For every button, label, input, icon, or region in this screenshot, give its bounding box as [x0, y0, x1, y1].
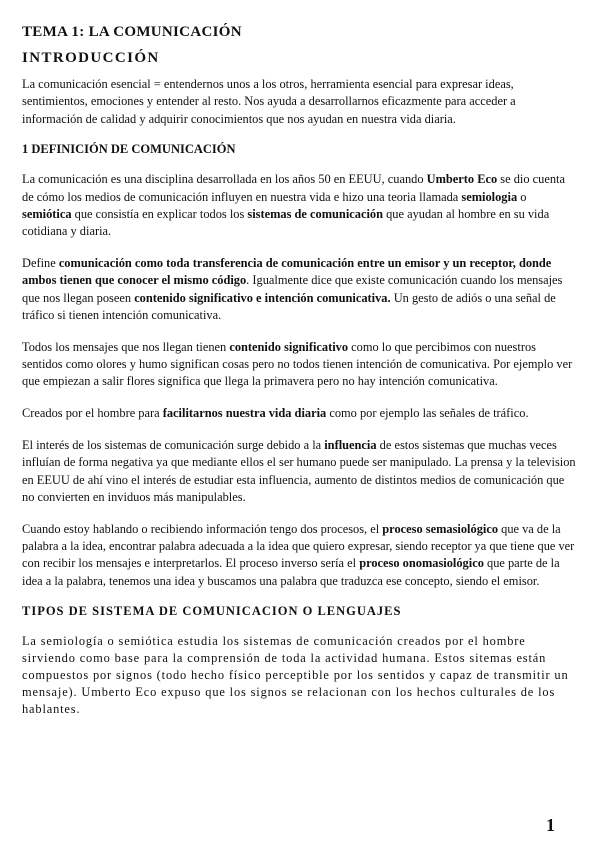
paragraph-define: [22, 255, 578, 324]
paragraph-mensajes: [22, 339, 578, 391]
section1-heading: 1 DEFINICIÓN DE COMUNICACIÓN: [22, 142, 236, 157]
text-run: que ayudan al hombre en su vida cotidiana y diaria.: [22, 206, 550, 239]
text-run: de estos sistemas que muchas veces influían de forma negativa ya que mediante ellos el ser humano puede ser manipulado. La prensa y la television en EEUU de ahí vino el interés de estudiar esta influencia, aumento de distintos medios de comunicación que no convierten en inviduos más manipulables.: [22, 437, 576, 504]
bold-run: semiótica: [22, 206, 72, 221]
bold-run: semiologia: [461, 189, 518, 204]
bold-run: comunicación como toda transferencia de comunicación entre un emisor y un receptor, donde ambos tienen que conocer el mismo código: [22, 256, 552, 288]
bold-run: Umberto Eco: [426, 172, 498, 187]
page-number: 1: [546, 815, 555, 835]
paragraph-semiologia: La semiología o semiótica estudia los sistemas de comunicación creados por el hombre sirviendo como base para la comprensión de toda la actividad humana. Estos sitemas están compuestos por signos (todo hecho físico perceptible por los sentidos y capaz de transmitir un mensaje). Umberto Eco expuso que los signos se relacionan con los hechos culturales de los hablantes.: [22, 634, 569, 717]
text-run: El interés de los sistemas de comunicación surge debido a la: [22, 437, 325, 452]
text-run: . Igualmente dice que existe comunicación cuando los mensajes que nos llegan poseen: [22, 273, 563, 305]
section2-heading: TIPOS DE SISTEMA DE COMUNICACION O LENGUAJES: [22, 604, 402, 619]
intro-heading: INTRODUCCIÓN: [22, 50, 160, 66]
bold-run: facilitarnos nuestra vida diaria: [162, 406, 327, 421]
paragraph-creados: [22, 405, 578, 422]
bold-run: proceso semasiológico: [382, 521, 499, 536]
document-page: [22, 24, 578, 733]
text-run: como lo que percibimos con nuestros sentidos como olores y humo significan cosas pero no todos tienen intención de comunicativa. Por ejemplo ver que empiezan a salir flores significa que llega la primavera pero no hay intención comunicativa.: [22, 339, 573, 389]
text-run: Cuando estoy hablando o recibiendo información tengo dos procesos, el: [22, 521, 383, 536]
text-run: Define: [22, 256, 59, 271]
paragraph-procesos: [22, 521, 578, 590]
text-run: La comunicación es una disciplina desarrollada en los años 50 en EEUU, cuando: [22, 172, 427, 187]
text-run: Todos los mensajes que nos llegan tienen: [22, 339, 230, 354]
text-run: Creados por el hombre para: [22, 406, 163, 421]
text-run: que va de la palabra a la idea, encontrar palabra adecuada a la idea que quiero expresar, siendo receptor ya que tiene que ver con recibir los mensajes e interpretarlos. El proceso inverso sería el: [22, 521, 575, 571]
bold-run: sistemas de comunicación: [247, 206, 383, 221]
intro-paragraph: La comunicación esencial = entendernos unos a los otros, herramienta esencial para expresar ideas, sentimientos, emociones y entender al resto. Nos ayuda a desarrollarnos eficazmente para acceder a información de calidad y adquirir conocimientos que nos ayudan en nuestra vida diaria.: [22, 77, 516, 126]
paragraph-definition: [22, 171, 578, 240]
text-run: o: [517, 189, 527, 204]
bold-run: contenido significativo e intención comunicativa.: [134, 290, 391, 305]
text-run: que consistía en explicar todos los: [71, 206, 248, 221]
bold-run: contenido significativo: [229, 339, 349, 354]
document-title: TEMA 1: LA COMUNICACIÓN: [22, 24, 242, 40]
paragraph-interes: [22, 437, 578, 506]
text-run: como por ejemplo las señales de tráfico.: [326, 406, 529, 421]
bold-run: influencia: [324, 437, 377, 452]
text-run: Un gesto de adiós o una señal de tráfico si tienen intención comunicativa.: [22, 290, 556, 322]
text-run: que parte de la idea a la palabra, tenemos una idea y buscamos una palabra que traduzca ese concepto, siendo el emisor.: [22, 556, 560, 588]
bold-run: proceso onomasiológico: [359, 556, 484, 571]
text-run: se dio cuenta de cómo los medios de comunicación influyen en nuestra vida e hizo una teoria llamada: [22, 172, 565, 204]
